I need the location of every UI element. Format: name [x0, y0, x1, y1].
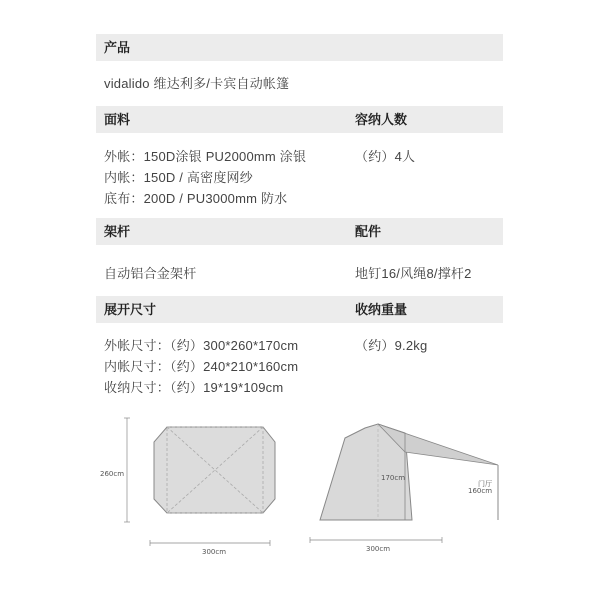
tent-side-view [310, 424, 498, 543]
weight-header: 收纳重量 [355, 302, 408, 317]
fabric-line-outer: 外帐：150D涂银 PU2000mm 涂银 [104, 149, 307, 164]
side-view-width-label: 300cm [366, 545, 391, 553]
frame-value: 自动铝合金架杆 [104, 266, 197, 281]
fabric-header: 面料 [104, 112, 131, 127]
size-line-packed: 收纳尺寸：（约）19*19*109cm [104, 380, 284, 395]
porch-height-label: 160cm [468, 487, 493, 495]
capacity-header: 容纳人数 [355, 112, 408, 127]
fabric-line-floor: 底布：200D / PU3000mm 防水 [104, 191, 288, 206]
frame-header: 架杆 [104, 224, 131, 239]
tent-top-view [124, 418, 275, 546]
product-header: 产品 [104, 40, 131, 55]
top-view-height-label: 260cm [100, 470, 125, 478]
size-header: 展开尺寸 [104, 302, 157, 317]
top-view-width-label: 300cm [202, 548, 227, 556]
capacity-value: （约）4人 [355, 149, 416, 164]
porch-label: 门厅 [478, 480, 492, 488]
size-line-inner: 内帐尺寸：（约）240*210*160cm [104, 359, 299, 374]
accessories-header: 配件 [355, 224, 382, 239]
product-name: vidalido 维达利多/卡宾自动帐篷 [104, 76, 290, 91]
fabric-line-inner: 内帐：150D / 高密度网纱 [104, 170, 253, 185]
size-line-outer: 外帐尺寸：（约）300*260*170cm [104, 338, 299, 353]
weight-value: （约）9.2kg [355, 338, 428, 353]
accessories-value: 地钉16/风绳8/撑杆2 [355, 266, 472, 281]
side-view-height-label: 170cm [381, 474, 406, 482]
